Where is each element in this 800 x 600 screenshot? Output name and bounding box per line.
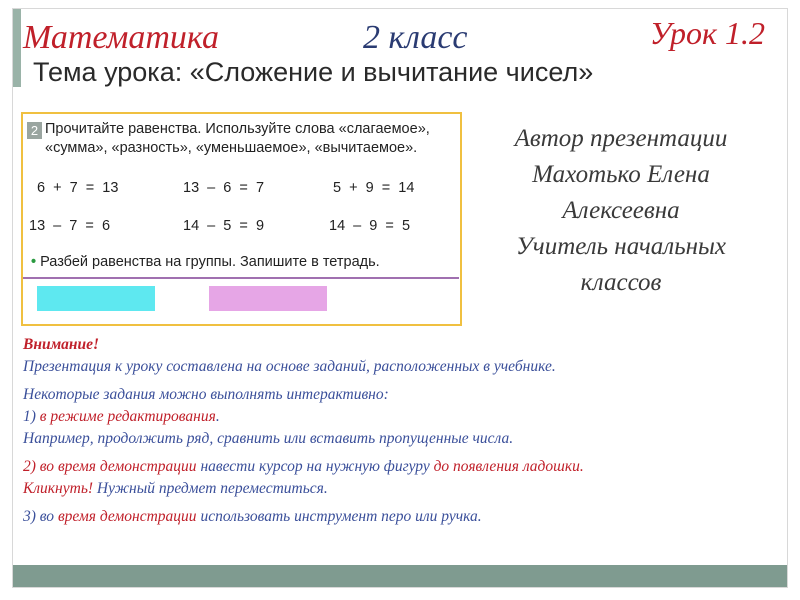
note-highlight: время демонстрации bbox=[57, 458, 197, 475]
note-line bbox=[23, 506, 779, 528]
slide bbox=[12, 8, 788, 588]
note-line: Некоторые задания можно выполнять интерактивно: bbox=[23, 386, 389, 403]
note-text: 2) во bbox=[23, 458, 58, 475]
note-text: навести курсор на нужную фигуру bbox=[196, 458, 434, 475]
task-bullet-text: Разбей равенства на группы. Запишите в тетрадь. bbox=[40, 254, 380, 270]
author-line: Махотько Елена bbox=[532, 161, 710, 188]
author-line: Алексеевна bbox=[562, 197, 680, 224]
draggable-cyan-rectangle[interactable] bbox=[37, 286, 155, 311]
divider-line bbox=[23, 277, 459, 279]
equation: 13 – 7 = 6 bbox=[29, 218, 111, 234]
author-line: Учитель начальных bbox=[515, 233, 726, 260]
left-accent-bar bbox=[13, 9, 21, 87]
bottom-bar bbox=[13, 565, 787, 587]
note-text: использовать инструмент перо или ручка. bbox=[196, 508, 482, 525]
textbook-task-box bbox=[21, 112, 462, 326]
note-line bbox=[23, 406, 779, 428]
note-line bbox=[23, 456, 779, 478]
note-highlight: время демонстрации bbox=[57, 508, 197, 525]
equation: 13 – 6 = 7 bbox=[183, 180, 265, 196]
note-line: Презентация к уроку составлена на основе заданий, расположенных в учебнике. bbox=[23, 358, 556, 375]
lesson-topic: Тема урока: «Сложение и вычитание чисел» bbox=[33, 57, 594, 87]
attention-heading: Внимание! bbox=[23, 336, 100, 353]
task-instruction: Прочитайте равенства. Используйте слова «слагаемое», «сумма», «разность», «уменьшаемое», «вычитаемое». bbox=[45, 121, 430, 156]
note-text: 3) во bbox=[23, 508, 58, 525]
note-highlight: Кликнуть! bbox=[23, 480, 97, 497]
equation: 14 – 9 = 5 bbox=[329, 218, 411, 234]
note-line: Например, продолжить ряд, сравнить или вставить пропущенные числа. bbox=[23, 430, 514, 447]
draggable-pink-rectangle[interactable] bbox=[209, 286, 327, 311]
note-text: 1) bbox=[23, 408, 40, 425]
equation: 5 + 9 = 14 bbox=[333, 180, 415, 196]
author-line: Автор презентации bbox=[514, 125, 728, 152]
lesson-number: Урок 1.2 bbox=[649, 15, 765, 51]
author-block bbox=[483, 121, 759, 301]
equation: 14 – 5 = 9 bbox=[183, 218, 265, 234]
author-line: классов bbox=[580, 269, 662, 296]
subject-title: Математика bbox=[23, 19, 219, 56]
note-highlight: в режиме редактирования bbox=[39, 408, 216, 425]
notes-block bbox=[23, 334, 779, 528]
note-text: Нужный предмет переместиться. bbox=[96, 480, 328, 497]
note-highlight: до появления ладошки. bbox=[433, 458, 584, 475]
bullet-dot-icon: • bbox=[31, 254, 37, 270]
task-bullet bbox=[31, 254, 380, 270]
note-line bbox=[23, 478, 779, 500]
grade-title: 2 класс bbox=[363, 19, 468, 56]
task-number-badge: 2 bbox=[27, 122, 42, 139]
equation: 6 + 7 = 13 bbox=[37, 180, 119, 196]
note-text: . bbox=[215, 408, 220, 425]
